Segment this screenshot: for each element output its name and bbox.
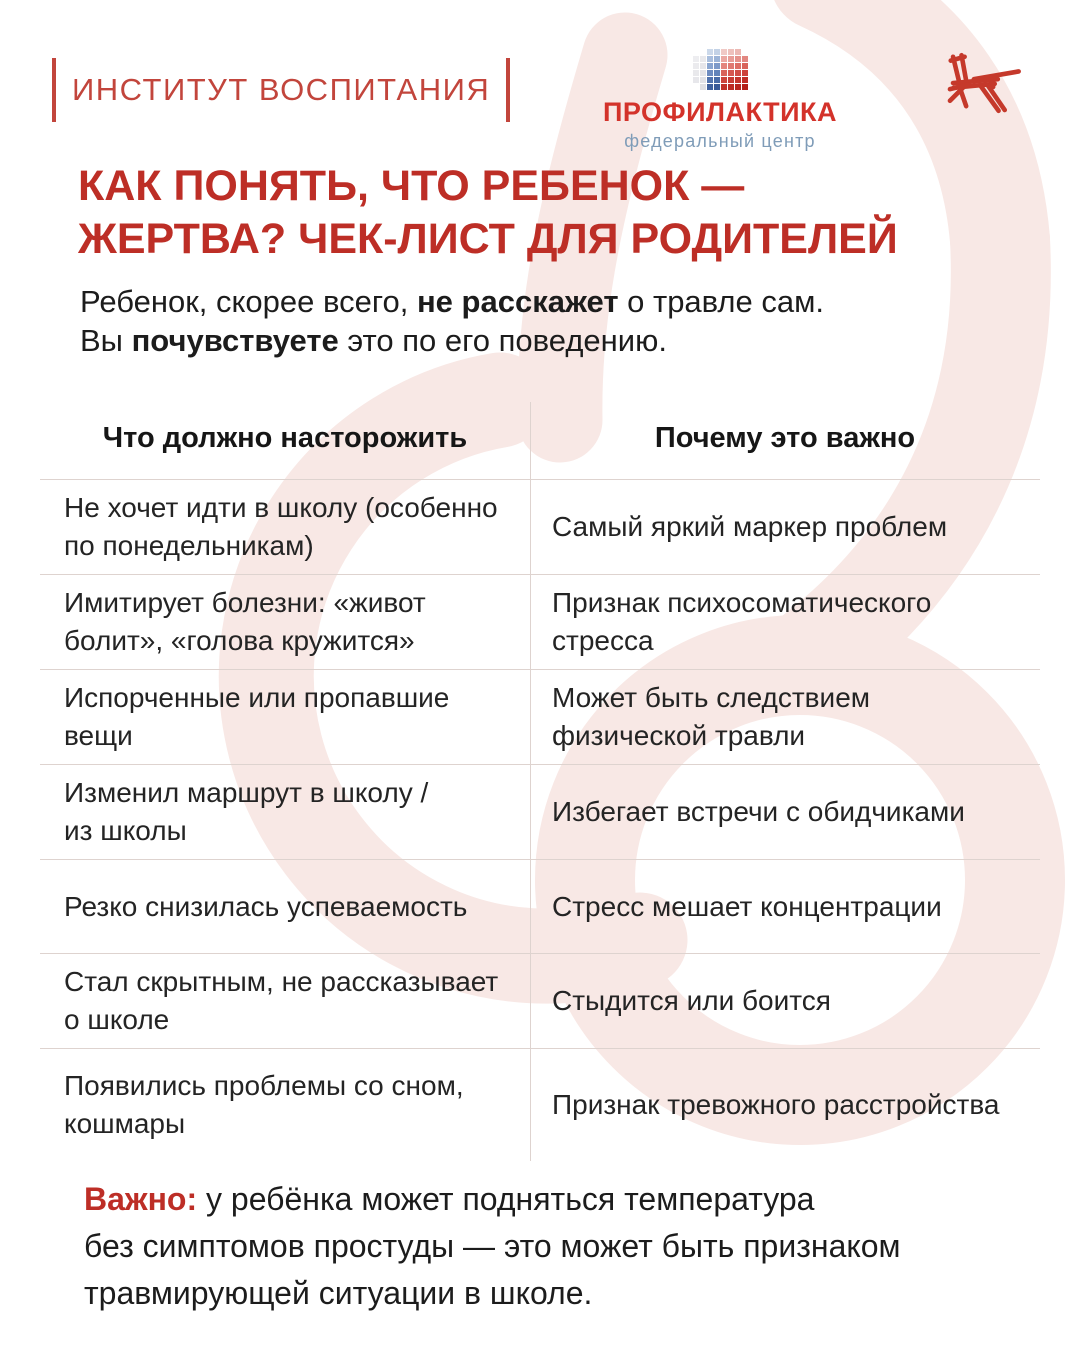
cell-why-important: Признак тревожного расстройства bbox=[552, 1089, 1000, 1120]
cell-warning-sign: Испорченные или пропавшие вещи bbox=[64, 682, 450, 751]
mosaic-square bbox=[700, 70, 706, 76]
mosaic-square bbox=[728, 63, 734, 69]
mosaic-square bbox=[700, 84, 706, 90]
text-segment: Вы bbox=[80, 323, 132, 358]
cell-warning-sign: Изменил маршрут в школу / из школы bbox=[64, 777, 429, 846]
page-title: КАК ПОНЯТЬ, ЧТО РЕБЕНОК — ЖЕРТВА? ЧЕК-ЛИСТ ДЛЯ РОДИТЕЛЕЙ bbox=[78, 162, 898, 263]
cell-warning-sign: Стал скрытным, не рассказывает о школе bbox=[64, 966, 499, 1035]
table-row bbox=[40, 669, 1040, 764]
mosaic-square bbox=[735, 70, 741, 76]
mosaic-square bbox=[707, 63, 713, 69]
mosaic-square bbox=[721, 70, 727, 76]
mosaic-square bbox=[714, 63, 720, 69]
mosaic-square bbox=[714, 84, 720, 90]
text-segment: это по его поведению. bbox=[338, 323, 667, 358]
mosaic-square bbox=[742, 84, 748, 90]
column-header-warning-signs: Что должно насторожить bbox=[102, 422, 468, 454]
intro-text bbox=[80, 282, 824, 360]
cell-why-important: Может быть следствием физической травли bbox=[552, 682, 871, 751]
logo-bar-right-icon bbox=[506, 58, 510, 122]
mosaic-square bbox=[735, 56, 741, 62]
mosaic-square bbox=[714, 56, 720, 62]
mosaic-square bbox=[707, 49, 713, 55]
chair-icon bbox=[933, 44, 1041, 139]
mosaic-square bbox=[728, 56, 734, 62]
mosaic-square bbox=[735, 77, 741, 83]
mosaic-square bbox=[721, 56, 727, 62]
mosaic-square bbox=[714, 70, 720, 76]
mosaic-square bbox=[721, 84, 727, 90]
mosaic-square bbox=[735, 84, 741, 90]
text-segment: не расскажет bbox=[416, 284, 619, 319]
table-header-row bbox=[40, 398, 1040, 479]
text-segment: почувствуете bbox=[131, 323, 339, 358]
table-row bbox=[40, 764, 1040, 859]
mosaic-square bbox=[728, 77, 734, 83]
cell-warning-sign: Резко снизилась успеваемость bbox=[64, 890, 468, 922]
profilaktika-logo-subtitle: федеральный центр bbox=[624, 131, 816, 151]
mosaic-square bbox=[721, 77, 727, 83]
mosaic-square bbox=[742, 56, 748, 62]
cell-why-important: Самый яркий маркер проблем bbox=[552, 511, 948, 542]
checklist-table bbox=[40, 398, 1040, 1161]
text-segment: Ребенок, скорее всего, bbox=[80, 284, 417, 319]
cell-warning-sign: Появились проблемы со сном, кошмары bbox=[64, 1070, 464, 1139]
mosaic-square bbox=[693, 56, 699, 62]
column-header-why-important: Почему это важно bbox=[654, 422, 916, 454]
mosaic-square bbox=[707, 70, 713, 76]
text-segment: о травле сам. bbox=[618, 284, 825, 319]
mosaic-icon bbox=[693, 49, 748, 90]
cell-why-important: Стресс мешает концентрации bbox=[552, 890, 942, 922]
table-row bbox=[40, 1048, 1040, 1161]
cell-warning-sign: Не хочет идти в школу (особенно по понедельникам) bbox=[64, 492, 498, 561]
mosaic-square bbox=[742, 70, 748, 76]
mosaic-square bbox=[728, 84, 734, 90]
column-divider bbox=[530, 402, 531, 1161]
mosaic-square bbox=[693, 63, 699, 69]
table-body bbox=[40, 479, 1040, 1161]
cell-why-important: Избегает встречи с обидчиками bbox=[552, 796, 965, 827]
profilaktika-logo-name: ПРОФИЛАКТИКА bbox=[603, 97, 837, 127]
text-segment: Важно: bbox=[84, 1181, 198, 1217]
mosaic-square bbox=[714, 77, 720, 83]
mosaic-square bbox=[735, 63, 741, 69]
table-row bbox=[40, 574, 1040, 669]
mosaic-square bbox=[735, 49, 741, 55]
table-row bbox=[40, 859, 1040, 953]
table-row bbox=[40, 953, 1040, 1048]
text-segment: травмирующей ситуации в школе. bbox=[84, 1275, 593, 1311]
institute-logo-text: ИНСТИТУТ ВОСПИТАНИЯ bbox=[72, 72, 491, 107]
mosaic-square bbox=[742, 77, 748, 83]
mosaic-square bbox=[700, 77, 706, 83]
profilaktika-logo bbox=[585, 42, 855, 152]
mosaic-square bbox=[728, 49, 734, 55]
mosaic-square bbox=[693, 77, 699, 83]
mosaic-square bbox=[721, 63, 727, 69]
mosaic-square bbox=[693, 70, 699, 76]
mosaic-square bbox=[700, 56, 706, 62]
text-segment: у ребёнка может подняться температура bbox=[197, 1181, 815, 1217]
mosaic-square bbox=[728, 70, 734, 76]
important-note bbox=[84, 1176, 901, 1317]
logo-bar-left-icon bbox=[52, 58, 56, 122]
cell-warning-sign: Имитирует болезни: «живот болит», «голова кружится» bbox=[64, 587, 426, 656]
mosaic-square bbox=[700, 63, 706, 69]
mosaic-square bbox=[742, 63, 748, 69]
mosaic-square bbox=[707, 77, 713, 83]
text-segment: без симптомов простуды — это может быть признаком bbox=[84, 1228, 901, 1264]
institute-logo bbox=[52, 58, 510, 122]
mosaic-square bbox=[714, 49, 720, 55]
mosaic-square bbox=[707, 56, 713, 62]
table-row bbox=[40, 479, 1040, 574]
mosaic-square bbox=[721, 49, 727, 55]
mosaic-square bbox=[707, 84, 713, 90]
cell-why-important: Признак психосоматического стресса bbox=[552, 587, 932, 656]
cell-why-important: Стыдится или боится bbox=[552, 985, 831, 1016]
